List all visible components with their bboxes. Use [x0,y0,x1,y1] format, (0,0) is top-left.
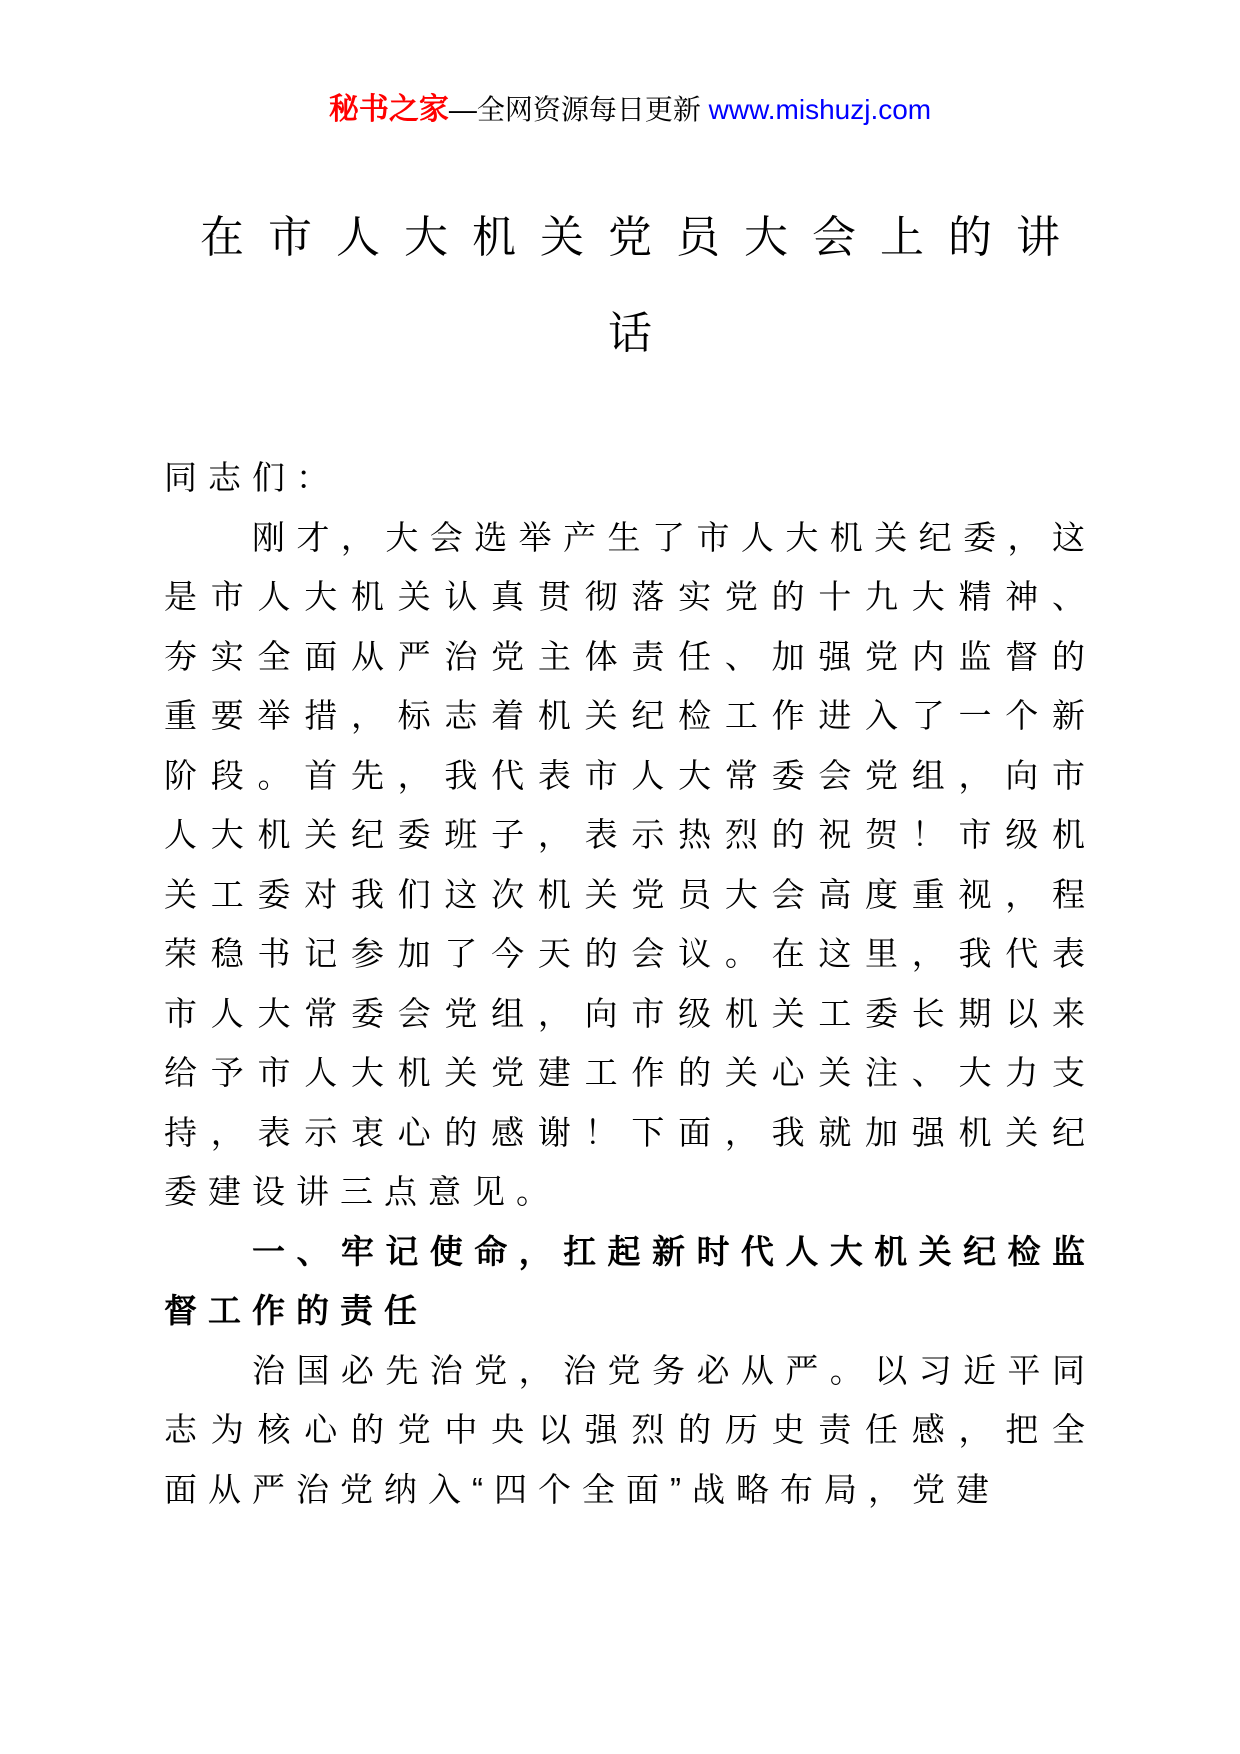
paragraph-line: 刚才，大会选举产生了市人大机关纪委，这 [252,518,1096,556]
paragraph-line: 治国必先治党，治党务必从严。以习近平同 [252,1351,1096,1389]
paragraph-line: 市人大常委会党组，向市级机关工委长期以来 [164,994,1096,1032]
title-line: 话 [608,309,676,358]
header-tagline: —全网资源每日更新 [448,94,709,125]
heading-line: 一、牢记使命，扛起新时代人大机关纪检监 [252,1232,1096,1270]
paragraph-line: 关工委对我们这次机关党员大会高度重视，程 [164,875,1096,913]
document-title [164,190,1096,382]
paragraph-line: 阶段。首先，我代表市人大常委会党组，向市 [164,756,1096,794]
paragraph-line: 重要举措，标志着机关纪检工作进入了一个新 [164,697,1096,734]
heading-line: 督工作的责任 [164,1292,428,1329]
paragraph-line: 人大机关纪委班子，表示热烈的祝贺！市级机 [164,816,1096,853]
site-brand: 秘书之家 [328,93,449,126]
paragraph-line: 持，表示衷心的感谢！下面，我就加强机关纪 [164,1113,1096,1151]
site-header [164,88,1096,132]
paragraph-line: 荣稳书记参加了今天的会议。在这里，我代表 [164,935,1096,972]
paragraph-line: 面从严治党纳入“四个全面”战略布局，党建 [164,1470,1000,1508]
header-url-link[interactable]: www.mishuzj.com [708,94,932,125]
paragraph-line: 夯实全面从严治党主体责任、加强党内监督的 [164,637,1096,675]
salutation-line: 同志们： [164,459,340,496]
title-line: 在市人大机关党员大会上的讲 [200,213,1084,262]
paragraph-line: 是市人大机关认真贯彻落实党的十九大精神、 [164,578,1096,615]
paragraph-line: 给予市人大机关党建工作的关心关注、大力支 [164,1054,1096,1091]
paragraph-line: 志为核心的党中央以强烈的历史责任感，把全 [164,1411,1096,1448]
paragraph-line: 委建设讲三点意见。 [164,1173,560,1210]
document-body [164,448,1096,1519]
